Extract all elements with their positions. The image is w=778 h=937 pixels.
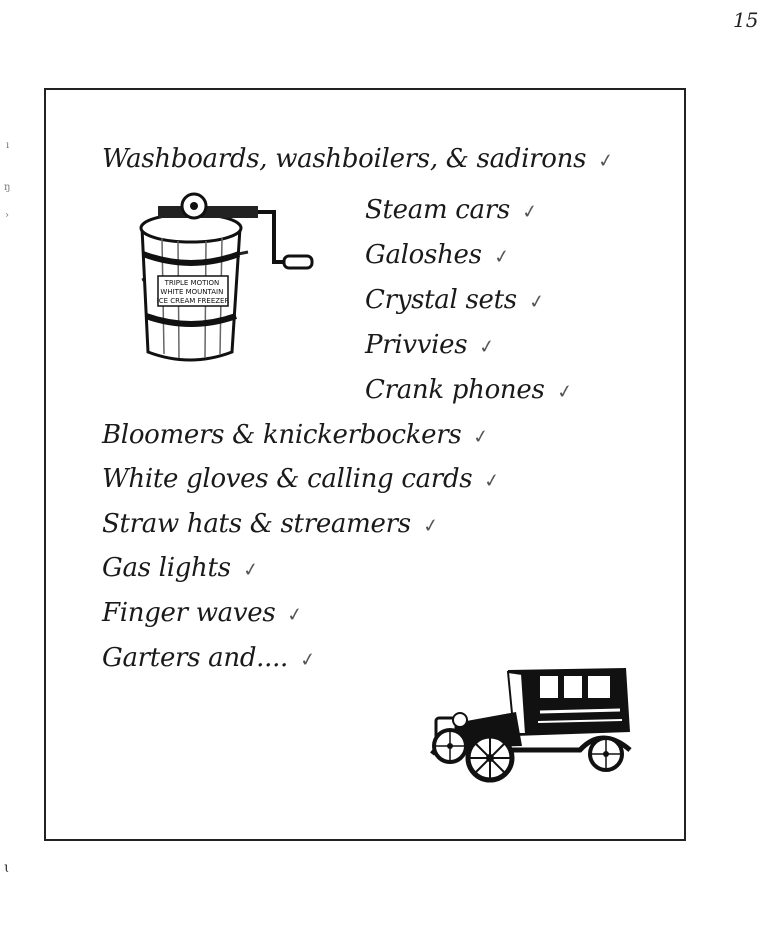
page-number: 15 (733, 8, 759, 32)
margin-mark: ɩ (4, 860, 10, 876)
checkmark-icon: ✓ (298, 648, 318, 672)
checkmark-icon: ✓ (492, 245, 511, 269)
list-item (102, 643, 316, 675)
list-item-label: Garters and.... (102, 643, 289, 673)
margin-mark: ı (6, 140, 10, 151)
list-item-label: Finger waves (102, 598, 276, 628)
freezer-label-line: ICE CREAM FREEZER (156, 297, 230, 305)
list-item-label: Bloomers & knickerbockers (102, 420, 462, 450)
list-item-label: Crystal sets (365, 285, 517, 315)
list-item-label: Steam cars (365, 195, 510, 225)
list-item-label: Privvies (365, 330, 468, 360)
freezer-label-line: WHITE MOUNTAIN (160, 288, 224, 296)
checkmark-icon: ✓ (285, 603, 305, 627)
checkmark-icon: ✓ (241, 558, 260, 582)
list-item-label: White gloves & calling cards (102, 464, 473, 494)
list-item (365, 285, 544, 317)
margin-mark: › (5, 210, 9, 221)
checkmark-icon: ✓ (520, 200, 539, 224)
list-item (102, 509, 438, 541)
vintage-car-icon (430, 660, 635, 788)
margin-mark: ŋ (4, 182, 11, 193)
checkmark-icon: ✓ (555, 380, 574, 404)
list-item-label: Galoshes (365, 240, 482, 270)
checkmark-icon: ✓ (596, 149, 616, 173)
ice-cream-freezer-icon (128, 192, 318, 370)
list-item (365, 330, 495, 362)
list-item (102, 464, 500, 496)
checkmark-icon: ✓ (482, 469, 502, 493)
list-item (102, 598, 303, 630)
list-item-label: Crank phones (365, 375, 545, 405)
list-item (102, 420, 489, 452)
list-item-label: Gas lights (102, 553, 231, 583)
checkmark-icon: ✓ (471, 425, 491, 449)
checkmark-icon: ✓ (477, 335, 497, 359)
list-item-label: Straw hats & streamers (102, 509, 411, 539)
freezer-label-line: TRIPLE MOTION (164, 279, 220, 287)
list-item (102, 144, 614, 176)
list-item (365, 375, 572, 407)
list-item (365, 240, 509, 272)
list-item (102, 553, 258, 585)
checkmark-icon: ✓ (421, 514, 440, 538)
list-item (365, 195, 538, 227)
checkmark-icon: ✓ (527, 290, 546, 314)
list-item-label: Washboards, washboilers, & sadirons (102, 144, 587, 174)
svg-text:TRIPLE MOTION WHITE MOUNTA (157, 279, 230, 305)
